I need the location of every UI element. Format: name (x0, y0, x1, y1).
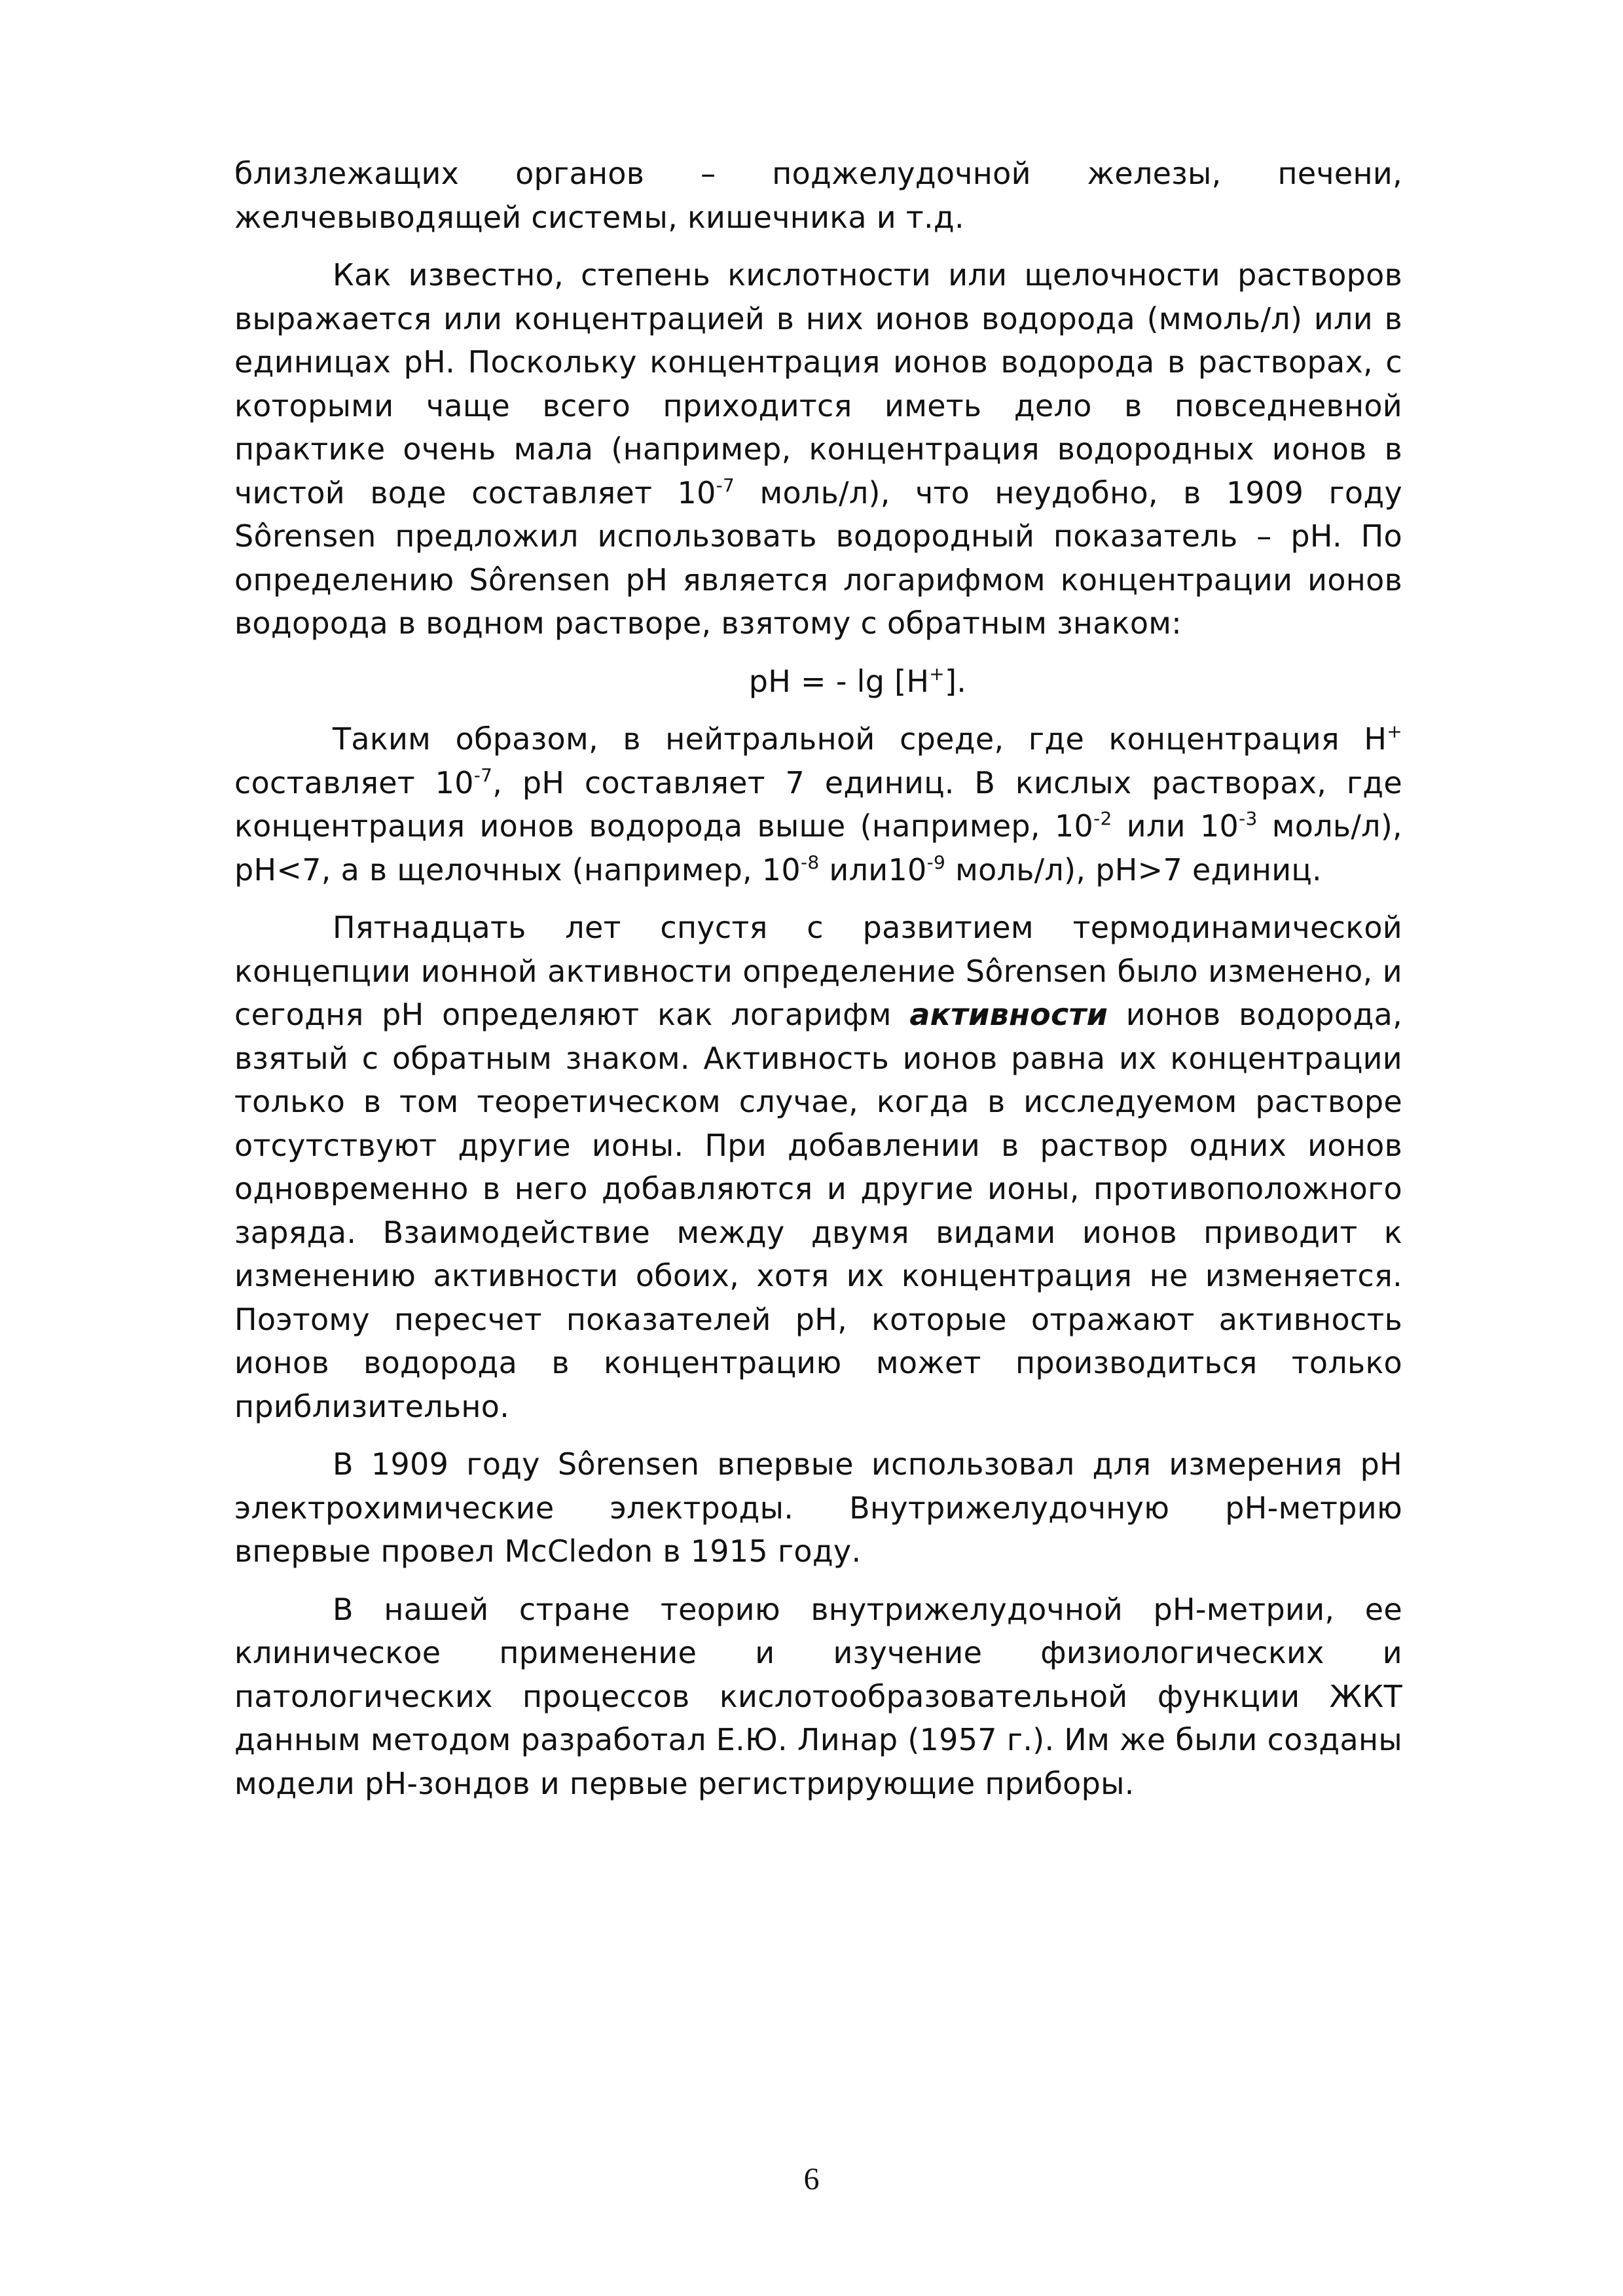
page-number: 6 (803, 2162, 820, 2197)
paragraph-text: ионов водорода, взятый с обратным знаком. Активность ионов равна их концентрации только в том теоретическом случае, когда в исследуемом растворе отсутствуют другие ионы. При добавлении в раствор одних ионов одновременно в него добавляются и другие ионы, противоположного заряда. Взаимодействие между двумя видами ионов приводит к изменению активности обоих, хотя их концентрация не изменяется. Поэтому пересчет показателей pH, которые отражают активность ионов водорода в концентрацию может производиться только приблизительно. (234, 997, 1402, 1424)
paragraph-electrodes-history (234, 1443, 1402, 1573)
formula-text: pH = - lg [H (748, 663, 930, 699)
superscript: -7 (716, 474, 735, 496)
superscript: -2 (1093, 808, 1112, 829)
paragraph-text: Как известно, степень кислотности или щелочности растворов выражается или концентрацией в них ионов водорода (ммоль/л) или в единицах pH. Поскольку концентрация ионов водорода в растворах, с которыми чаще всего приходится иметь дело в повседневной практике очень мала (например, концентрация водородных ионов в чистой воде составляет 10 (234, 257, 1402, 511)
paragraph-continuation (234, 152, 1402, 239)
paragraph-text: Пятнадцать лет спустя с развитием термодинамической концепции ионной активности определение Sôrensen было изменено, и сегодня pH определяют как логарифм (234, 910, 1402, 1032)
superscript: + (929, 662, 945, 685)
paragraph-text: моль/л), что неудобно, в 1909 году Sôrensen предложил использовать водородный показатель – pH. По определению Sôrensen pH является логарифмом концентрации ионов водорода в водном растворе, взятому с обратным знаком: (234, 475, 1402, 641)
superscript: -7 (473, 764, 493, 786)
superscript: -8 (800, 851, 820, 873)
paragraph-domestic-research (234, 1588, 1402, 1806)
paragraph-text: В 1909 году Sôrensen впервые использовал для измерения pH электрохимические электроды. Внутрижелудочную pH-метрию впервые провел McCledon в 1915 году. (234, 1446, 1402, 1569)
superscript: + (1387, 721, 1402, 742)
paragraph-text: моль/л), pH<7, а в щелочных (например, 10 (234, 808, 1402, 888)
paragraph-text: моль/л), pH>7 единиц. (945, 852, 1322, 888)
formula-text: ]. (945, 663, 967, 699)
paragraph-text: В нашей стране теорию внутрижелудочной pH-метрии, ее клиническое применение и изучение физиологических и патологических процессов кислотообразовательной функции ЖКТ данным методом разработал Е.Ю. Линар (1957 г.). Им же были созданы модели pH-зондов и первые регистрирующие приборы. (234, 1591, 1402, 1801)
ph-formula (234, 660, 1402, 704)
document-body (234, 152, 1402, 1820)
emphasized-term: активности (909, 997, 1108, 1032)
paragraph-text: или 10 (1112, 808, 1239, 844)
paragraph-acidity-definition (234, 253, 1402, 645)
paragraph-ion-activity (234, 906, 1402, 1428)
paragraph-text: Таким образом, в нейтральной среде, где концентрация H (333, 721, 1387, 757)
paragraph-text: составляет 10 (234, 764, 474, 800)
paragraph-text: или10 (819, 852, 927, 888)
superscript: -9 (926, 851, 946, 873)
paragraph-neutral-medium (234, 717, 1402, 891)
paragraph-text: , pH составляет 7 единиц. В кислых растворах, где концентрация ионов водорода выше (например, 10 (234, 764, 1402, 844)
paragraph-text: близлежащих органов – поджелудочной железы, печени, желчевыводящей системы, кишечника и т.д. (234, 156, 1402, 235)
superscript: -3 (1239, 808, 1258, 829)
